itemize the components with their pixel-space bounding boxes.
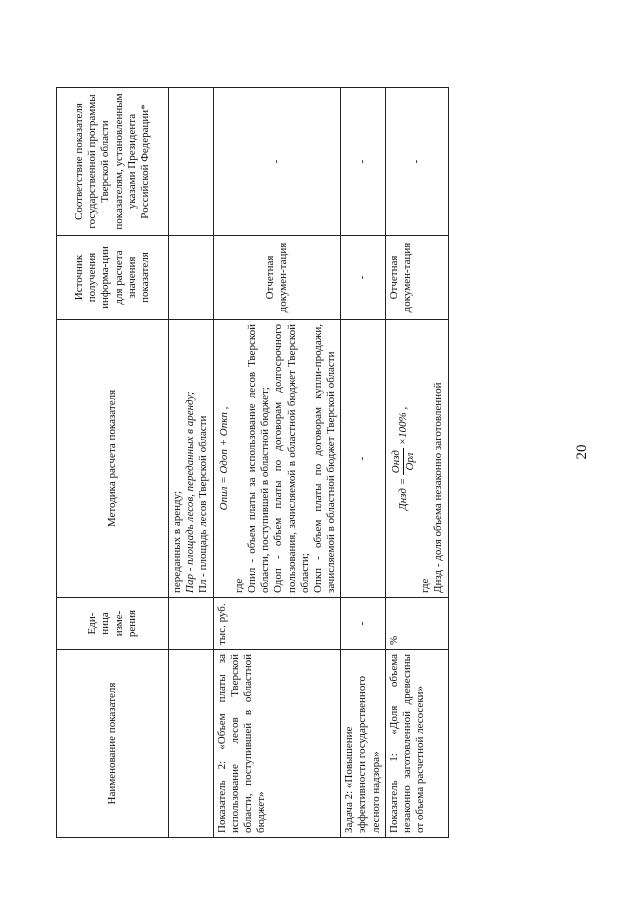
cell-unit: - [341,598,386,650]
header-unit: Еди-ница изме-рения [57,598,169,650]
cell-method [385,320,448,598]
header-compliance: Соответствие показателя государственной программы Тверской области показателям, установленным указами Президента Российской Федерации* [57,88,169,236]
table-row [169,88,214,838]
table-row [341,88,386,838]
formula-fraction [390,448,417,475]
cell-unit [169,598,214,650]
header-source: Источник получения информа-ции для расчета значения показателя [57,236,169,320]
formula: Опил = Одоп + Опкп , [217,406,230,511]
where-label: где [232,578,245,593]
method-text: переданных в аренду; [171,490,183,593]
method-text: Пл - площадь лесов Тверской области [197,415,210,593]
table-row [213,88,341,838]
definition: Днзд - доля объема незаконно заготовленной [432,382,445,593]
cell-name: Показатель 2: «Объем платы за использование лесов Тверской области, поступившей в областной бюджет» [213,650,341,838]
cell-source: Отчетная докумен-тация [213,236,341,320]
definition: Одоп - объем платы по договорам долгосрочного пользования, зачисляемой в областной бюджет Тверской области; [272,324,311,593]
header-name: Наименование показателя [57,650,169,838]
rotated-table-container [56,88,476,838]
cell-method [213,320,341,598]
cell-compliance: - [341,88,386,236]
cell-method [169,320,214,598]
method-text: Пар - площадь лесов, переданных в аренду; [184,391,197,593]
cell-name: Задача 2: «Повышение эффективности государственного лесного надзора» [341,650,386,838]
formula-denominator: Орл [404,452,416,471]
formula-left: Днзд = [397,477,410,511]
page-number: 20 [574,444,590,460]
formula-numerator: Онзд [390,448,404,475]
cell-compliance: - [385,88,448,236]
cell-source: Отчетная докумен-тация [385,236,448,320]
cell-source: - [341,236,386,320]
table-header-row [57,88,169,838]
table-row [385,88,448,838]
indicators-table [56,87,449,838]
definition: Опкп - объем платы по договорам купли-продажи, зачисляемой в областной бюджет Тверской области [311,324,338,593]
cell-compliance [169,88,214,236]
cell-method: - [341,320,386,598]
cell-compliance: - [213,88,341,236]
cell-name: Показатель 1: «Доля объема незаконно заготовленной древесины от объема расчетной лесосеки» [385,650,448,838]
where-label: где [419,578,432,593]
formula [390,324,417,593]
cell-name [169,650,214,838]
formula-right: ×100% , [397,406,410,446]
cell-unit: тыс. руб. [213,598,341,650]
cell-source [169,236,214,320]
header-method: Методика расчета показателя [57,320,169,598]
definition: Опил - объем платы за использование лесов Тверской области, поступившей в областной бюджет; [245,324,272,593]
cell-unit: % [385,598,448,650]
